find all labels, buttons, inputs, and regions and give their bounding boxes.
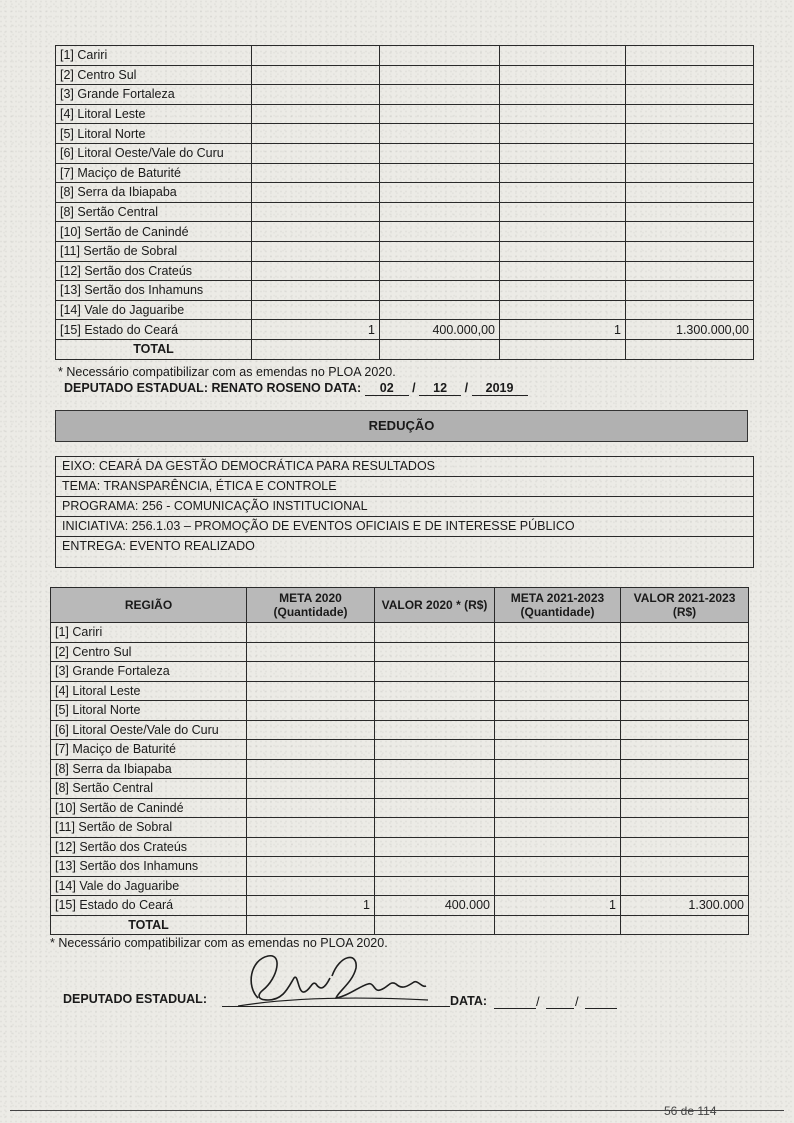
valor-2021-cell — [621, 857, 749, 877]
valor-2020-cell — [375, 623, 495, 643]
valor-2020-cell — [380, 104, 500, 124]
meta-2021-cell — [500, 46, 626, 66]
valor-2021-cell — [626, 124, 754, 144]
valor-2020-cell — [380, 183, 500, 203]
total-cell — [252, 339, 380, 359]
region-name: [5] Litoral Norte — [51, 701, 247, 721]
meta-2020-cell — [252, 143, 380, 163]
meta-2020-cell — [247, 642, 375, 662]
table-row — [56, 85, 754, 105]
region-name: [8] Serra da Ibiapaba — [51, 759, 247, 779]
total-cell — [626, 339, 754, 359]
valor-2021-cell — [626, 46, 754, 66]
meta-2021-cell — [495, 662, 621, 682]
region-name: [2] Centro Sul — [56, 65, 252, 85]
valor-2021-cell — [626, 281, 754, 301]
region-name: [5] Litoral Norte — [56, 124, 252, 144]
meta-2021-cell — [500, 281, 626, 301]
meta-2021-cell — [500, 163, 626, 183]
meta-2020-cell — [252, 281, 380, 301]
meta-2021-cell — [500, 202, 626, 222]
valor-2020-cell — [380, 202, 500, 222]
table-row — [56, 261, 754, 281]
entrega-row: ENTREGA: EVENTO REALIZADO — [62, 539, 255, 553]
meta-2021-cell — [500, 143, 626, 163]
meta-2021-cell — [495, 740, 621, 760]
valor-2020-cell — [380, 261, 500, 281]
region-name: [14] Vale do Jaguaribe — [56, 300, 252, 320]
meta-2021-cell — [495, 818, 621, 838]
meta-2020-cell — [252, 261, 380, 281]
valor-2021-cell — [626, 104, 754, 124]
region-name: [12] Sertão dos Crateús — [56, 261, 252, 281]
valor-2021-cell — [626, 300, 754, 320]
table-row — [51, 642, 749, 662]
region-name: [1] Cariri — [51, 623, 247, 643]
table-row — [51, 798, 749, 818]
meta-2021-cell — [500, 300, 626, 320]
table-row — [56, 222, 754, 242]
table-row — [51, 662, 749, 682]
meta-2021-cell — [495, 642, 621, 662]
table-row — [56, 241, 754, 261]
table-row — [51, 681, 749, 701]
valor-2021-cell — [626, 261, 754, 281]
valor-2021-cell — [621, 681, 749, 701]
valor-2020-cell — [375, 779, 495, 799]
valor-2021-cell — [621, 818, 749, 838]
valor-2020-cell — [380, 65, 500, 85]
valor-2021-cell — [626, 202, 754, 222]
meta-2020-cell — [247, 837, 375, 857]
region-name: [13] Sertão dos Inhamuns — [56, 281, 252, 301]
valor-2020-cell: 400.000,00 — [380, 320, 500, 340]
region-name: [14] Vale do Jaguaribe — [51, 876, 247, 896]
meta-2020-cell — [247, 798, 375, 818]
meta-2020-cell — [252, 65, 380, 85]
date-month-blank — [546, 1008, 574, 1009]
region-name: [1] Cariri — [56, 46, 252, 66]
meta-2021-cell — [500, 65, 626, 85]
valor-2021-cell — [621, 779, 749, 799]
valor-2021-cell — [621, 876, 749, 896]
header-regiao: REGIÃO — [51, 588, 247, 623]
valor-2021-cell — [621, 642, 749, 662]
region-name: [3] Grande Fortaleza — [56, 85, 252, 105]
valor-2021-cell — [626, 65, 754, 85]
meta-2020-cell — [252, 85, 380, 105]
meta-2021-cell — [500, 261, 626, 281]
table-row — [56, 202, 754, 222]
programa-row: PROGRAMA: 256 - COMUNICAÇÃO INSTITUCIONAL — [56, 497, 753, 517]
meta-2020-cell — [247, 720, 375, 740]
table-row — [51, 740, 749, 760]
footnote-bottom: * Necessário compatibilizar com as emendas no PLOA 2020. — [50, 936, 388, 950]
table-row — [56, 104, 754, 124]
valor-2020-cell — [380, 46, 500, 66]
table-row — [51, 623, 749, 643]
meta-2020-cell — [252, 124, 380, 144]
valor-2020-cell — [375, 681, 495, 701]
header-meta-2020: META 2020 (Quantidade) — [247, 588, 375, 623]
meta-2020-cell — [247, 623, 375, 643]
valor-2020-cell — [375, 720, 495, 740]
valor-2021-cell — [621, 798, 749, 818]
total-label: TOTAL — [56, 339, 252, 359]
table-row — [51, 837, 749, 857]
meta-2020-cell — [247, 876, 375, 896]
valor-2021-cell — [621, 701, 749, 721]
table-row — [56, 46, 754, 66]
section-title-reducao: REDUÇÃO — [55, 410, 748, 442]
footnote-top: * Necessário compatibilizar com as emendas no PLOA 2020. — [58, 365, 396, 379]
total-cell — [621, 915, 749, 935]
meta-2020-cell — [252, 46, 380, 66]
region-name: [11] Sertão de Sobral — [56, 241, 252, 261]
regions-table-top — [55, 45, 754, 360]
total-row — [51, 915, 749, 935]
meta-2021-cell — [495, 759, 621, 779]
valor-2021-cell — [621, 623, 749, 643]
total-cell — [380, 339, 500, 359]
region-name: [7] Maciço de Baturité — [56, 163, 252, 183]
table-row — [51, 896, 749, 916]
date-day-blank — [494, 1008, 536, 1009]
total-cell — [500, 339, 626, 359]
valor-2020-cell — [375, 876, 495, 896]
meta-2021-cell — [500, 183, 626, 203]
valor-2021-cell — [626, 85, 754, 105]
date-slash-1: / — [536, 994, 540, 1009]
region-name: [7] Maciço de Baturité — [51, 740, 247, 760]
valor-2020-cell — [375, 740, 495, 760]
meta-2021-cell — [495, 837, 621, 857]
region-name: [11] Sertão de Sobral — [51, 818, 247, 838]
header-valor-2021-2023: VALOR 2021-2023 (R$) — [621, 588, 749, 623]
region-name: [4] Litoral Leste — [51, 681, 247, 701]
table-row — [56, 124, 754, 144]
valor-2020-cell — [380, 124, 500, 144]
valor-2020-cell — [375, 857, 495, 877]
meta-2021-cell — [495, 681, 621, 701]
meta-2021-cell: 1 — [495, 896, 621, 916]
valor-2021-cell — [626, 163, 754, 183]
table-row — [51, 876, 749, 896]
meta-2020-cell — [247, 681, 375, 701]
meta-2020-cell — [247, 759, 375, 779]
meta-2020-cell — [247, 701, 375, 721]
table-row — [51, 701, 749, 721]
region-name: [15] Estado do Ceará — [56, 320, 252, 340]
total-cell — [247, 915, 375, 935]
valor-2020-cell — [380, 222, 500, 242]
total-cell — [375, 915, 495, 935]
valor-2021-cell — [626, 183, 754, 203]
deputy-date-label: DEPUTADO ESTADUAL: RENATO ROSENO DATA: — [64, 381, 362, 395]
meta-2021-cell — [500, 104, 626, 124]
region-name: [3] Grande Fortaleza — [51, 662, 247, 682]
total-row — [56, 339, 754, 359]
region-name: [4] Litoral Leste — [56, 104, 252, 124]
meta-2020-cell — [252, 202, 380, 222]
eixo-row: EIXO: CEARÁ DA GESTÃO DEMOCRÁTICA PARA RESULTADOS — [56, 457, 753, 477]
date-day: 02 — [365, 381, 409, 396]
region-name: [8] Sertão Central — [56, 202, 252, 222]
valor-2021-cell — [621, 720, 749, 740]
date-month: 12 — [419, 381, 461, 396]
table-row — [56, 281, 754, 301]
valor-2021-cell — [626, 143, 754, 163]
table-row — [56, 65, 754, 85]
header-meta-2021-2023: META 2021-2023 (Quantidade) — [495, 588, 621, 623]
tema-row: TEMA: TRANSPARÊNCIA, ÉTICA E CONTROLE — [56, 477, 753, 497]
deputy-signature-line-top: DEPUTADO ESTADUAL: RENATO ROSENO DATA: 02 / 12 / 2019 — [64, 381, 528, 396]
valor-2020-cell — [380, 163, 500, 183]
meta-2021-cell — [495, 623, 621, 643]
date-slash-2: / — [575, 994, 579, 1009]
table-row — [51, 720, 749, 740]
valor-2021-cell — [621, 740, 749, 760]
valor-2021-cell — [621, 837, 749, 857]
total-cell — [495, 915, 621, 935]
table-row — [51, 818, 749, 838]
valor-2020-cell — [375, 759, 495, 779]
valor-2020-cell — [375, 642, 495, 662]
regions-table-bottom — [50, 587, 749, 935]
meta-2021-cell — [500, 124, 626, 144]
meta-2020-cell — [252, 222, 380, 242]
meta-2020-cell: 1 — [247, 896, 375, 916]
table-row — [56, 183, 754, 203]
meta-2021-cell — [495, 876, 621, 896]
region-name: [6] Litoral Oeste/Vale do Curu — [56, 143, 252, 163]
meta-2021-cell — [495, 857, 621, 877]
table-row — [51, 759, 749, 779]
valor-2020-cell — [380, 85, 500, 105]
valor-2020-cell — [375, 701, 495, 721]
valor-2020-cell — [380, 143, 500, 163]
valor-2021-cell — [621, 759, 749, 779]
meta-2020-cell — [247, 857, 375, 877]
region-name: [15] Estado do Ceará — [51, 896, 247, 916]
region-name: [10] Sertão de Canindé — [56, 222, 252, 242]
valor-2020-cell — [375, 662, 495, 682]
region-name: [8] Sertão Central — [51, 779, 247, 799]
valor-2021-cell — [621, 662, 749, 682]
meta-2020-cell: 1 — [252, 320, 380, 340]
valor-2020-cell: 400.000 — [375, 896, 495, 916]
valor-2020-cell — [380, 300, 500, 320]
meta-2020-cell — [252, 183, 380, 203]
meta-2020-cell — [252, 241, 380, 261]
program-info-box — [55, 456, 754, 568]
date-year: 2019 — [472, 381, 528, 396]
table-row — [56, 300, 754, 320]
valor-2020-cell — [380, 241, 500, 261]
region-name: [2] Centro Sul — [51, 642, 247, 662]
region-name: [10] Sertão de Canindé — [51, 798, 247, 818]
region-name: [8] Serra da Ibiapaba — [56, 183, 252, 203]
meta-2020-cell — [252, 163, 380, 183]
date-label-bottom: DATA: — [450, 994, 488, 1008]
meta-2021-cell — [500, 222, 626, 242]
iniciativa-row: INICIATIVA: 256.1.03 – PROMOÇÃO DE EVENTOS OFICIAIS E DE INTERESSE PÚBLICO — [56, 517, 753, 537]
region-name: [6] Litoral Oeste/Vale do Curu — [51, 720, 247, 740]
region-name: [13] Sertão dos Inhamuns — [51, 857, 247, 877]
date-year-blank — [585, 1008, 617, 1009]
valor-2021-cell — [626, 222, 754, 242]
table-row — [56, 143, 754, 163]
meta-2020-cell — [252, 300, 380, 320]
meta-2021-cell — [500, 241, 626, 261]
meta-2021-cell — [495, 779, 621, 799]
table-row — [51, 779, 749, 799]
table-row — [56, 163, 754, 183]
valor-2020-cell — [375, 798, 495, 818]
valor-2020-cell — [380, 281, 500, 301]
meta-2021-cell — [495, 720, 621, 740]
valor-2020-cell — [375, 818, 495, 838]
meta-2021-cell — [495, 798, 621, 818]
meta-2021-cell — [500, 85, 626, 105]
meta-2021-cell — [495, 701, 621, 721]
meta-2021-cell: 1 — [500, 320, 626, 340]
meta-2020-cell — [252, 104, 380, 124]
table-header-row — [51, 588, 749, 623]
meta-2020-cell — [247, 662, 375, 682]
valor-2020-cell — [375, 837, 495, 857]
deputy-label-bottom: DEPUTADO ESTADUAL: — [63, 992, 207, 1006]
total-label: TOTAL — [51, 915, 247, 935]
meta-2020-cell — [247, 740, 375, 760]
valor-2021-cell — [626, 241, 754, 261]
table-row — [51, 857, 749, 877]
table-row — [56, 320, 754, 340]
region-name: [12] Sertão dos Crateús — [51, 837, 247, 857]
header-valor-2020: VALOR 2020 * (R$) — [375, 588, 495, 623]
meta-2020-cell — [247, 818, 375, 838]
handwritten-signature — [228, 948, 438, 1012]
valor-2021-cell: 1.300.000 — [621, 896, 749, 916]
valor-2021-cell: 1.300.000,00 — [626, 320, 754, 340]
page-number: 56 de 114 — [664, 1104, 717, 1118]
meta-2020-cell — [247, 779, 375, 799]
